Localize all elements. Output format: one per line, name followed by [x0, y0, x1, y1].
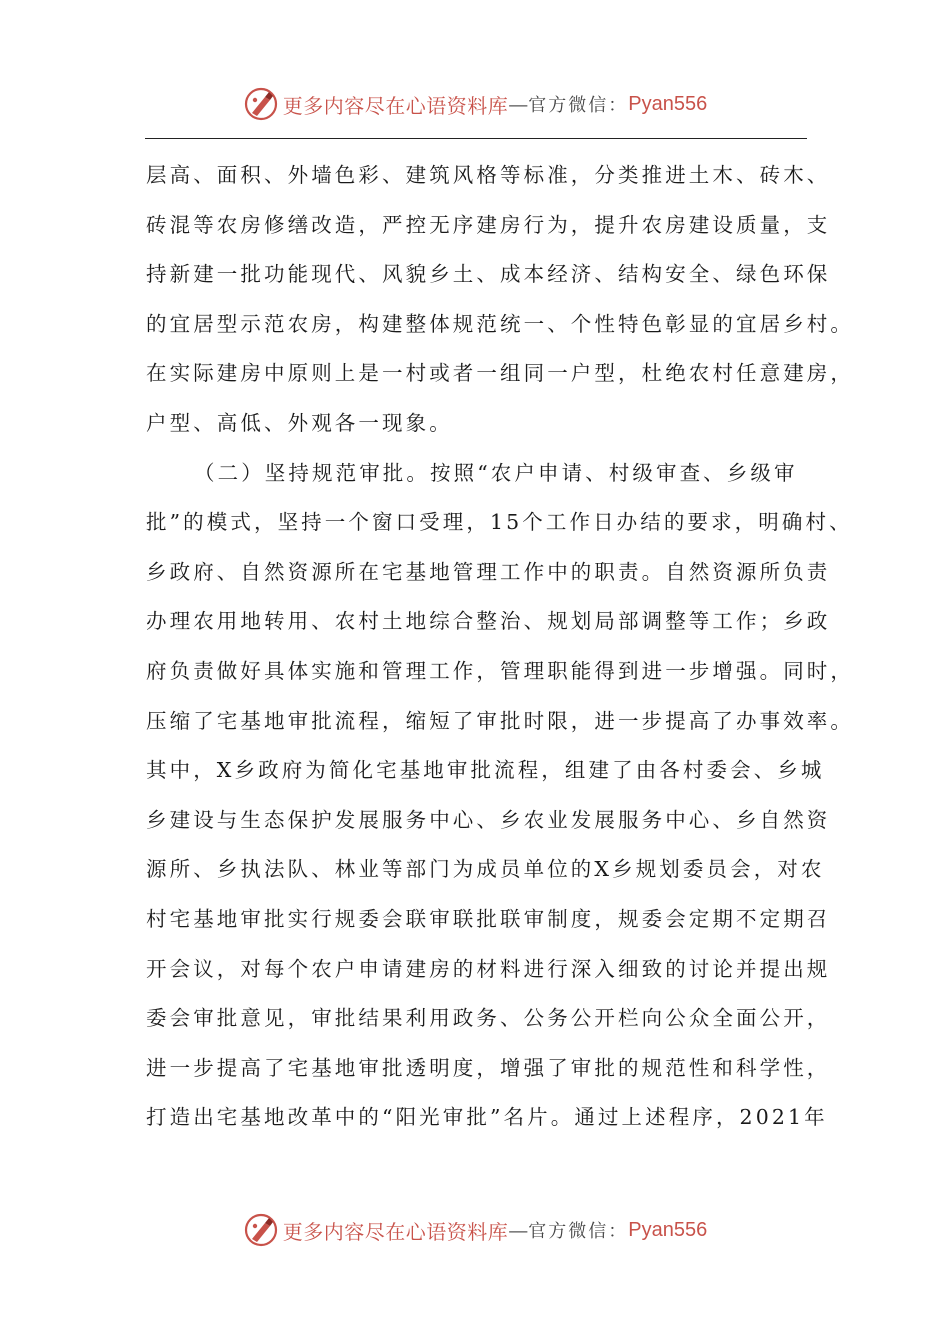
- footer-brand-text: 更多内容尽在心语资料库: [282, 1219, 509, 1244]
- header-divider: [145, 138, 807, 139]
- footer-banner: [0, 1208, 950, 1252]
- text-line: 层高、面积、外墙色彩、建筑风格等标准，分类推进土木、砖木、: [146, 163, 831, 187]
- header-wechat-id: Pyan556: [628, 92, 708, 115]
- text-line: 办理农用地转用、农村土地综合整治、规划局部调整等工作；乡政: [146, 609, 831, 634]
- text-line: 乡建设与生态保护发展服务中心、乡农业发展服务中心、乡自然资: [146, 807, 831, 832]
- text-line: 开会议，对每个农户申请建房的材料进行深入细致的讨论并提出规: [146, 956, 831, 981]
- section-heading-line: （二）坚持规范审批。按照“农户申请、村级审查、乡级审: [194, 460, 798, 485]
- pen-nib-logo-icon: [243, 1212, 279, 1248]
- text-line: 其中，X乡政府为简化宅基地审批流程，组建了由各村委会、乡城: [146, 758, 825, 783]
- header-wechat-label: 官方微信：: [528, 95, 629, 116]
- footer-wechat-label: 官方微信：: [528, 1221, 629, 1242]
- header-separator: —: [508, 92, 529, 116]
- text-line: 村宅基地审批实行规委会联审联批联审制度，规委会定期不定期召: [146, 906, 831, 931]
- footer-separator: —: [508, 1218, 529, 1242]
- text-line: 乡政府、自然资源所在宅基地管理工作中的职责。自然资源所负责: [146, 559, 831, 584]
- text-line: 源所、乡执法队、林业等部门为成员单位的X乡规划委员会，对农: [146, 857, 825, 882]
- header-brand-text: 更多内容尽在心语资料库: [282, 93, 509, 118]
- text-line: 的宜居型示范农房，构建整体规范统一、个性特色彰显的宜居乡村。: [146, 311, 854, 336]
- text-line: 压缩了宅基地审批流程，缩短了审批时限，进一步提高了办事效率。: [146, 708, 854, 733]
- text-line: 打造出宅基地改革中的“阳光审批”名片。通过上述程序，2021年: [146, 1105, 828, 1130]
- text-line: 进一步提高了宅基地审批透明度，增强了审批的规范性和科学性，: [146, 1055, 831, 1080]
- text-line: 委会审批意见，审批结果利用政务、公务公开栏向公众全面公开，: [146, 1006, 831, 1031]
- text-line: 户型、高低、外观各一现象。: [146, 410, 453, 435]
- text-line: 砖混等农房修缮改造，严控无序建房行为，提升农房建设质量，支: [146, 212, 831, 237]
- footer-wechat-id: Pyan556: [628, 1218, 708, 1241]
- text-line: 批”的模式，坚持一个窗口受理，15个工作日办结的要求，明确村、: [146, 510, 853, 535]
- pen-nib-logo-icon: [243, 86, 279, 122]
- header-banner: [0, 82, 950, 126]
- document-body: [146, 151, 854, 1143]
- text-line: 持新建一批功能现代、风貌乡土、成本经济、结构安全、绿色环保: [146, 262, 831, 287]
- text-line: 府负责做好具体实施和管理工作，管理职能得到进一步增强。同时，: [146, 658, 854, 683]
- text-line: 在实际建房中原则上是一村或者一组同一户型，杜绝农村任意建房，: [146, 361, 854, 386]
